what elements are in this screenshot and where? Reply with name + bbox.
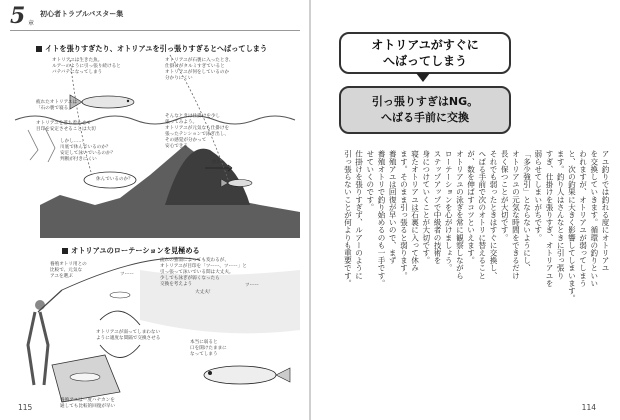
- body-column: 長く保つことが大切です。: [500, 150, 510, 242]
- caption-fig1-7: 休んでいるのか？: [96, 177, 133, 182]
- answer-line-1: 引っ張りすぎはNG。: [371, 95, 479, 108]
- body-column: へばる手前で次のオトリに替えること: [477, 150, 487, 280]
- body-column: 身につけていくことが大切です。: [421, 150, 431, 264]
- down-arrow-icon: [416, 73, 430, 82]
- body-column: と、次の釣果に大きく影響してしまいます。: [567, 150, 577, 302]
- body-column: 「多少強引」とならないようにし、: [522, 150, 532, 272]
- body-column: アユ釣りでは釣れる度にオトリアユ: [601, 150, 610, 272]
- body-column: 引っ張らないことが何よりも重要です。: [343, 150, 353, 287]
- caption-fig2-4: ツーー: [245, 283, 259, 288]
- chapter-suffix: 章: [28, 20, 35, 27]
- weak-fish-icon: [204, 366, 290, 384]
- question-box: [339, 32, 511, 74]
- body-column: われますが、オトリアユが弱ってしまう: [578, 150, 588, 287]
- caption-fig1-1: オトリアユは生きた魚。 ルアーのように引っ張り続けると バテバテになってしまう: [52, 58, 121, 75]
- body-column: 仕掛けを張りすぎず、ルアーのように: [354, 150, 364, 280]
- question-line-2: へばってしまう: [382, 54, 467, 68]
- caption-fig1-2: オトリアユが石裏に入ったとき、 仕掛けがタルミすぎていると オトリアユが何をしているのか 分かりにくい: [165, 58, 234, 81]
- caption-fig2-6: オトリアユが弱ってしまわない ように適度な間隔で交換させる: [96, 330, 161, 341]
- page-number-left: 115: [18, 403, 33, 412]
- caption-fig2-5: 大丈夫！: [195, 290, 214, 295]
- chapter-number: 5: [10, 3, 26, 29]
- fish-icon: [70, 95, 134, 109]
- body-column: それでも弱ったときはすぐに交換し、: [489, 150, 498, 280]
- caption-fig2-7: 本当に弱ると 口を開けたままに なってしまう: [190, 340, 227, 357]
- boxed-fish-icon: [70, 373, 100, 381]
- body-column: ます。釣り人はさんなときに引っ張り: [556, 150, 566, 280]
- caption-fig2-3: ツーー: [120, 272, 134, 277]
- rotation-arrow-2: [100, 345, 140, 358]
- body-column: 養殖オトリで釣り始めるのも一手です。: [377, 150, 386, 287]
- caption-fig1-6: そんなときは仕掛けを少し 張ってみよう。 オトリアユが元気なら仕掛けを 張ったテンションで泳ぎ出し、 その感覚が分かって 安心できる: [165, 114, 230, 149]
- body-column: ステップアップで中級者の技術を: [433, 150, 442, 264]
- page-number-right: 114: [581, 403, 596, 412]
- answer-box: [339, 86, 511, 134]
- body-column: 養殖アユは回復が早いので、まず: [388, 150, 398, 264]
- figure2-title: オトリアユのローテーションを見極める: [62, 246, 200, 256]
- grass-stroke: [28, 130, 38, 160]
- caption-fig1-4: オトリアユを落ち着かせて 目印を安定させることは大切: [36, 121, 96, 132]
- small-fish-icon: [110, 292, 130, 298]
- caption-fig1-5: しかし…… 川底で休んでいるのか？ 安定して泳いでいるのか？ 判断が付きにくい: [60, 139, 116, 162]
- body-column: を交換していきます。循環の釣りといい: [589, 150, 599, 287]
- body-text: [331, 150, 609, 390]
- body-column: 弱らせてしまいがちです。: [533, 150, 543, 242]
- body-column: すぎ、仕掛けを張りすぎ、オトリアユを: [545, 150, 554, 287]
- figure1-illustration: [0, 0, 309, 420]
- caption-fig1-8: 流れ: [212, 160, 222, 165]
- body-column: オトリアユの泳ぎを常に観察しながら: [455, 150, 465, 280]
- question-line-1: オトリアユがすぐに: [371, 38, 479, 52]
- body-column: せていくのです。: [365, 150, 375, 211]
- rotation-arrow-1: [100, 311, 140, 325]
- caption-fig2-2: 流れの強弱によっても変わるが、 オトリアユが目印を「ツーー、ツーー」と 引っ張って泳いでいる間は大丈夫。 少しでも泳ぎが弱くなったら 交換を考えよう: [160, 258, 247, 287]
- body-column: オトリアユの元気な時間をできるだけ: [511, 150, 521, 280]
- series-title: 初心者トラブルバスター集: [40, 10, 124, 18]
- body-column: 寝たオトリアユは石裏に入って休み: [410, 150, 420, 272]
- right-page: [311, 0, 620, 420]
- body-column: ローテーションを心がけましょう。: [444, 150, 454, 272]
- figure1-title: イトを張りすぎたり、オトリアユを引っ張りすぎるとへばってしまう: [36, 44, 267, 54]
- body-column: ます。そのまま引っ張ると弱ります。: [399, 150, 409, 280]
- caption-fig2-1: 養殖オトリ用との 比較で、元気な アユを選ぶ: [50, 262, 87, 279]
- left-page: [0, 0, 309, 420]
- caption-fig1-3: 疲れたオトリアユは 「石の裏で寝る」: [36, 100, 78, 111]
- body-column: が、数を伸ばすコツといえます。: [466, 150, 476, 264]
- grass-stroke-2: [45, 128, 55, 162]
- answer-line-2: へばる手前に交換: [381, 111, 469, 124]
- caption-fig2-8: 養殖アユは一度ハナカンを 通しても比較的回復が早い: [60, 398, 116, 409]
